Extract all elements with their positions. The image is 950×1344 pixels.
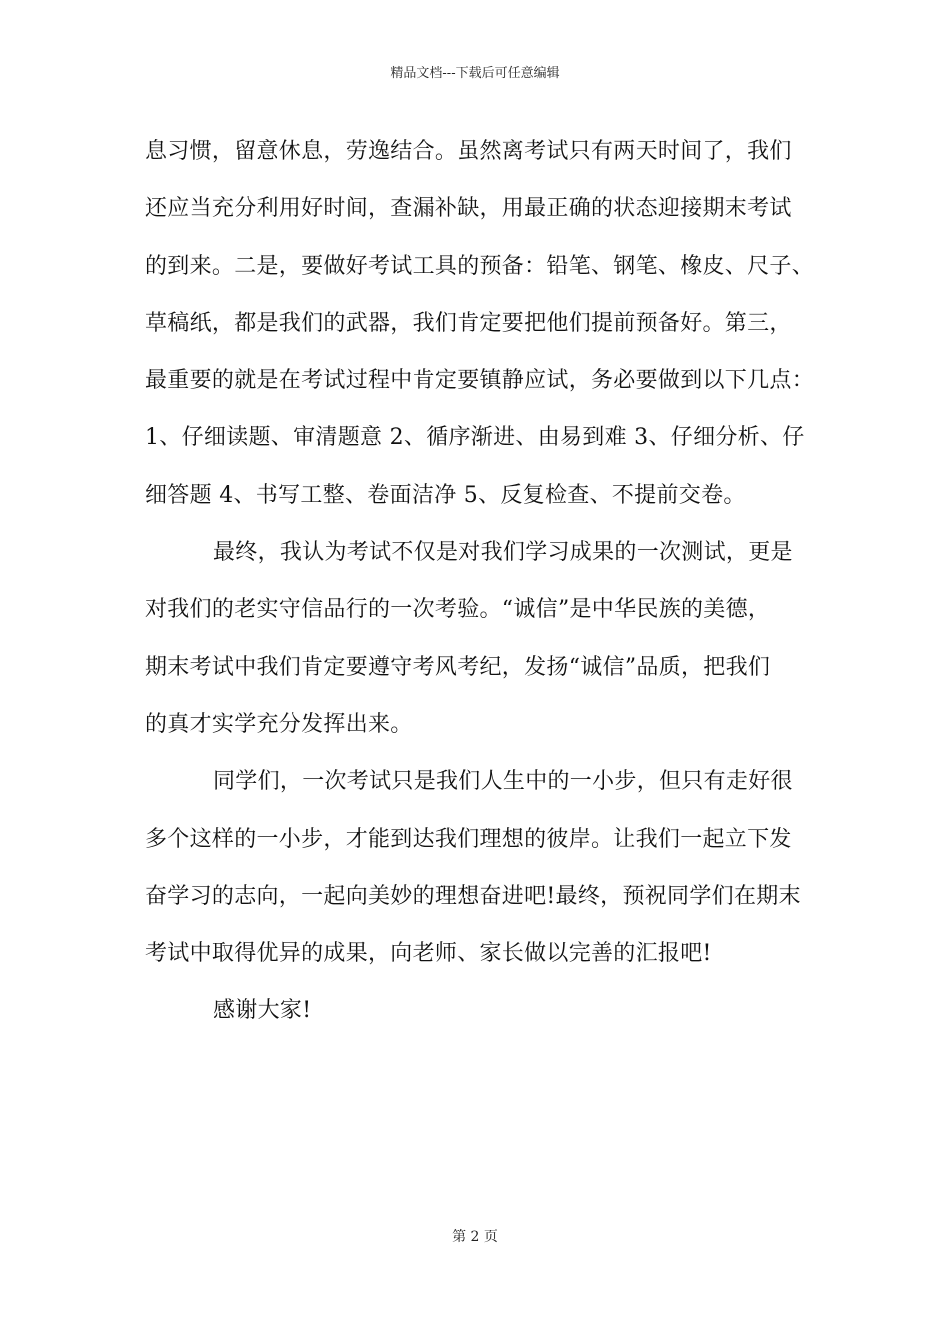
paragraph-line: 多个这样的一小步，才能到达我们理想的彼岸。让我们一起立下发 bbox=[145, 826, 792, 852]
paragraph-line: 的真才实学充分发挥出来。 bbox=[145, 711, 413, 737]
paragraph-line: 期末考试中我们肯定要遵守考风考纪，发扬“诚信”品质，把我们 bbox=[145, 654, 771, 680]
paragraph-line: 最终，我认为考试不仅是对我们学习成果的一次测试，更是 bbox=[213, 540, 793, 566]
page-number: 第 2 页 bbox=[452, 1229, 498, 1245]
page-header: 精品文档---下载后可任意编辑 bbox=[390, 66, 560, 81]
paragraph-line: 同学们，一次考试只是我们人生中的一小步，但只有走好很 bbox=[213, 769, 793, 795]
paragraph-line: 对我们的老实守信品行的一次考验。“诚信”是中华民族的美德， bbox=[145, 597, 771, 623]
paragraph-line: 考试中取得优异的成果，向老师、家长做以完善的汇报吧! bbox=[145, 941, 712, 967]
paragraph-line: 息习惯，留意休息，劳逸结合。虽然离考试只有两天时间了，我们 bbox=[145, 139, 792, 164]
paragraph-line: 的到来。二是，要做好考试工具的预备：铅笔、钢笔、橡皮、尺子、 bbox=[145, 253, 815, 279]
paragraph-line: 还应当充分利用好时间，查漏补缺，用最正确的状态迎接期末考试 bbox=[145, 196, 792, 222]
document-body bbox=[145, 130, 825, 1047]
paragraph-line: 最重要的就是在考试过程中肯定要镇静应试，务必要做到以下几点： bbox=[145, 368, 815, 394]
paragraph-line: 感谢大家! bbox=[213, 998, 312, 1024]
paragraph-line: 草稿纸，都是我们的武器，我们肯定要把他们提前预备好。第三， bbox=[145, 310, 792, 336]
paragraph-line: 奋学习的志向，一起向美妙的理想奋进吧!最终，预祝同学们在期末 bbox=[145, 883, 801, 909]
paragraph-line: 1、仔细读题、审清题意 2、循序渐进、由易到难 3、仔细分析、仔 bbox=[145, 425, 805, 451]
paragraph-line: 细答题 4、书写工整、卷面洁净 5、反复检查、不提前交卷。 bbox=[145, 482, 746, 508]
